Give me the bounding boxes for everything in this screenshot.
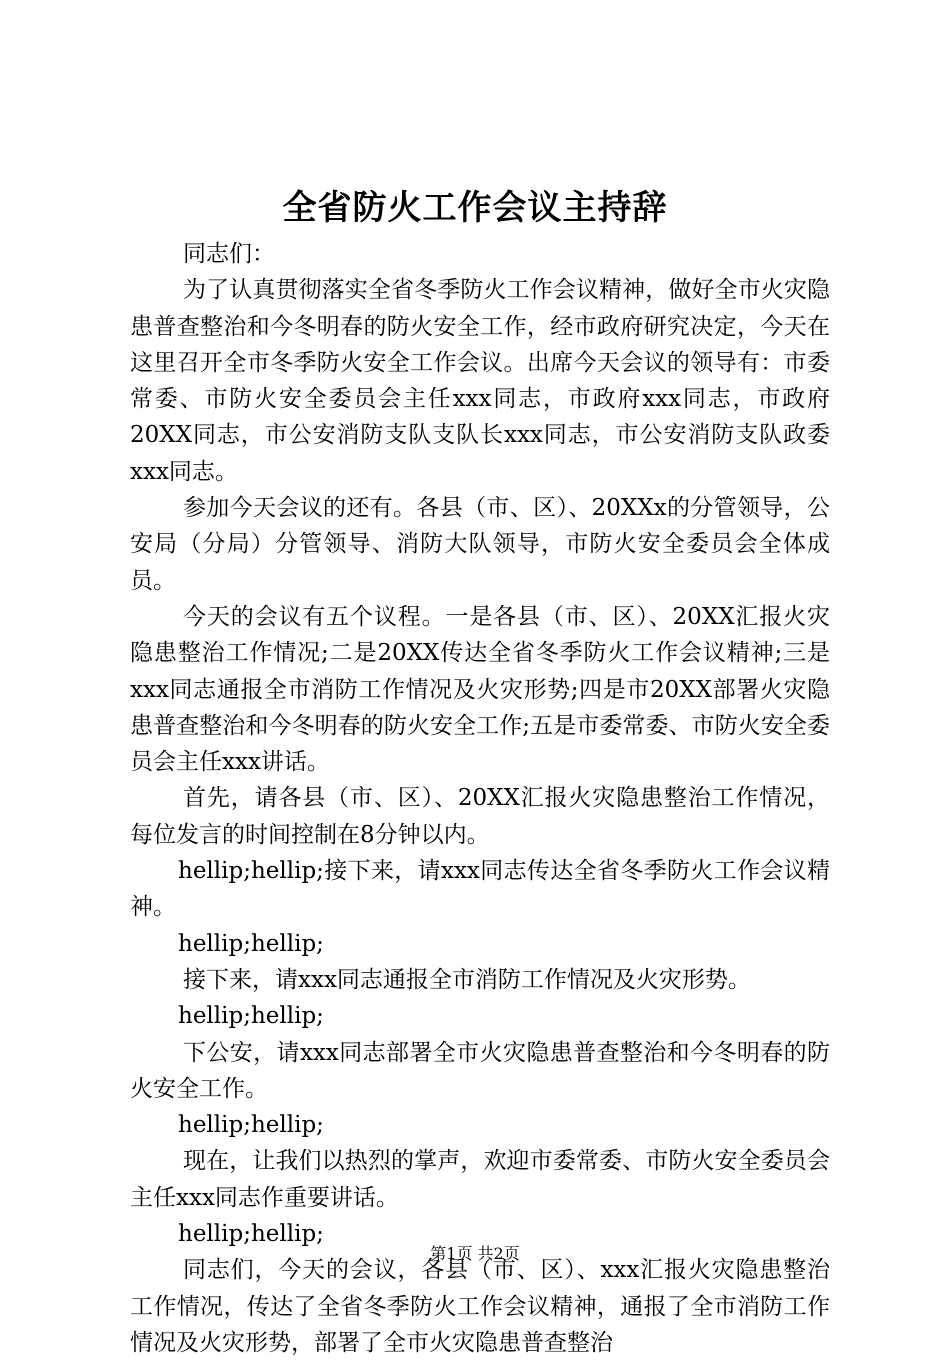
body-paragraph: 下公安，请xxx同志部署全市火灾隐患普查整治和今冬明春的防火安全工作。 — [130, 1039, 830, 1102]
ellipsis-line: hellip;hellip; — [178, 1112, 324, 1139]
document-body — [130, 236, 830, 1361]
body-paragraph: 现在，让我们以热烈的掌声，欢迎市委常委、市防火安全委员会主任xxx同志作重要讲话。 — [130, 1148, 830, 1211]
page-footer: 第1页 共2页 — [430, 1244, 520, 1263]
ellipsis-line: hellip;hellip; — [178, 1003, 324, 1030]
salutation-paragraph: 同志们： — [183, 241, 275, 267]
body-paragraph: 接下来，请xxx同志通报全市消防工作情况及火灾形势。 — [183, 966, 751, 993]
ellipsis-line: hellip;hellip; — [178, 930, 324, 957]
body-paragraph: 同志们，今天的会议，各县（市、区）、xxx汇报火灾隐患整治工作情况，传达了全省冬季防火工作会议精神，通报了全市消防工作情况及火灾形势，部署了全市火灾隐患普查整治 — [130, 1257, 830, 1356]
document-title: 全省防火工作会议主持辞 — [282, 188, 668, 228]
ellipsis-line: hellip;hellip; — [178, 1221, 324, 1248]
body-paragraph: 为了认真贯彻落实全省冬季防火工作会议精神，做好全市火灾隐患普查整治和今冬明春的防火安全工作，经市政府研究决定，今天在这里召开全市冬季防火安全工作会议。出席今天会议的领导有：市委常委、市防火安全委员会主任xxx同志，市政府xxx同志，市政府20XX同志，市公安消防支队支队长xxx同志，市公安消防支队政委xxx同志。 — [130, 277, 830, 485]
body-paragraph: 参加今天会议的还有。各县（市、区）、20XXx的分管领导，公安局（分局）分管领导、消防大队领导，市防火安全委员会全体成员。 — [130, 495, 830, 594]
body-paragraph: 今天的会议有五个议程。一是各县（市、区）、20XX汇报火灾隐患整治工作情况;二是20XX传达全省冬季防火工作会议精神;三是xxx同志通报全市消防工作情况及火灾形势;四是市20XX部署火灾隐患普查整治和今冬明春的防火安全工作;五是市委常委、市防火安全委员会主任xxx讲话。 — [130, 603, 830, 776]
body-paragraph: 首先，请各县（市、区）、20XX汇报火灾隐患整治工作情况，每位发言的时间控制在8分钟以内。 — [130, 785, 830, 848]
body-paragraph: hellip;hellip;接下来，请xxx同志传达全省冬季防火工作会议精神。 — [130, 858, 830, 921]
